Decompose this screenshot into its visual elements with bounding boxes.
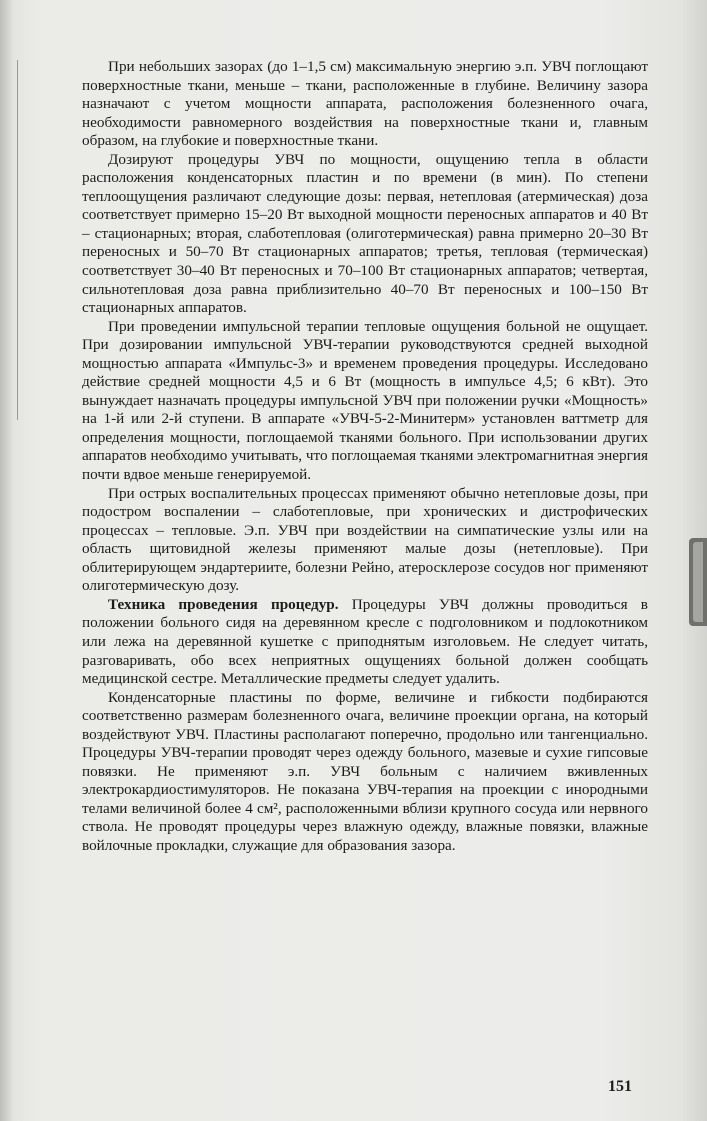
paragraph-4: При острых воспалительных процессах применяют обычно нетепловые дозы, при подостром воспалении – слаботепловые, при хронических и дистрофических процессах – тепловые. Э.п. УВЧ при воздействии на симпатические узлы или на область щитовидной железы применяют малые дозы (нетепловые). При облитерирующем эндартериите, болезни Рейно, атеросклерозе сосудов ног применяют олиготермическую дозу. <box>82 484 648 595</box>
paragraph-5-text: Процедуры УВЧ должны проводиться в положении больного сидя на деревянном кресле с подголовником и подлокотником или лежа на деревянной кушетке с приподнятым изголовьем. Не следует читать, разговаривать, обо всех неприятных ощущениях больной должен сообщать медицинской сестре. Металлические предметы следует удалить. <box>82 595 648 688</box>
paragraph-3: При проведении импульсной терапии тепловые ощущения больной не ощущает. При дозировании импульсной УВЧ-терапии руководствуются средней выходной мощностью аппарата «Импульс-3» и временем проведения процедуры. Исследовано действие средней мощности 4,5 и 6 Вт (мощность в импульсе 4,5; 6 кВт). Это вынуждает назначать процедуры импульсной УВЧ при положении ручки «Мощность» на 1-й или 2-й ступени. В аппарате «УВЧ-5-2-Минитерм» установлен ваттметр для определения мощности, поглощаемой тканями больного. При использовании других аппаратов необходимо учитывать, что поглощаемая тканями электромагнитная энергия почти вдвое меньше генерируемой. <box>82 317 648 484</box>
paragraph-1: При небольших зазорах (до 1–1,5 см) максимальную энергию э.п. УВЧ поглощают поверхностные ткани, меньше – ткани, расположенные в глубине. Величину зазора назначают с учетом мощности аппарата, расположения болезненного очага, необходимости равномерного воздействия на поверхностные ткани и, главным образом, на глубокие и поверхностные ткани. <box>82 58 648 150</box>
paragraph-5 <box>82 596 648 689</box>
page-tab-marker <box>689 538 707 626</box>
section-heading-technique: Техника проведения процедур. <box>108 595 339 613</box>
page-number: 151 <box>608 1078 632 1095</box>
paragraph-2: Дозируют процедуры УВЧ по мощности, ощущению тепла в области расположения конденсаторных пластин и по времени (в мин). По степени теплоощущения различают следующие дозы: первая, нетепловая (атермическая) доза соответствует примерно 15–20 Вт выходной мощности переносных аппаратов и 40 Вт – стационарных; вторая, слаботепловая (олиготермическая) равна примерно 20–30 Вт переносных и 50–70 Вт стационарных аппаратов; третья, тепловая (термическая) соответствует 30–40 Вт переносных и 70–100 Вт стационарных аппаратов; четвертая, сильнотепловая доза равна приблизительно 40–70 Вт переносных и 100–150 Вт стационарных аппаратов. <box>82 150 648 317</box>
spine-shadow-line <box>17 60 18 420</box>
paragraph-6: Конденсаторные пластины по форме, величине и гибкости подбираются соответственно размерам болезненного очага, величине проекции органа, на который воздействуют УВЧ. Пластины располагают поперечно, продольно или тангенциально. Процедуры УВЧ-терапии проводят через одежду больного, мазевые и сухие гипсовые повязки. Не применяют э.п. УВЧ больным с наличием вживленных электрокардиостимуляторов. Не показана УВЧ-терапия на проекции с инородными телами величиной более 4 см², расположенными вблизи крупного сосуда или нервного ствола. Не проводят процедуры через влажную одежду, влажные повязки, влажные войлочные прокладки, служащие для образования зазора. <box>82 688 648 854</box>
body-text <box>82 58 648 856</box>
